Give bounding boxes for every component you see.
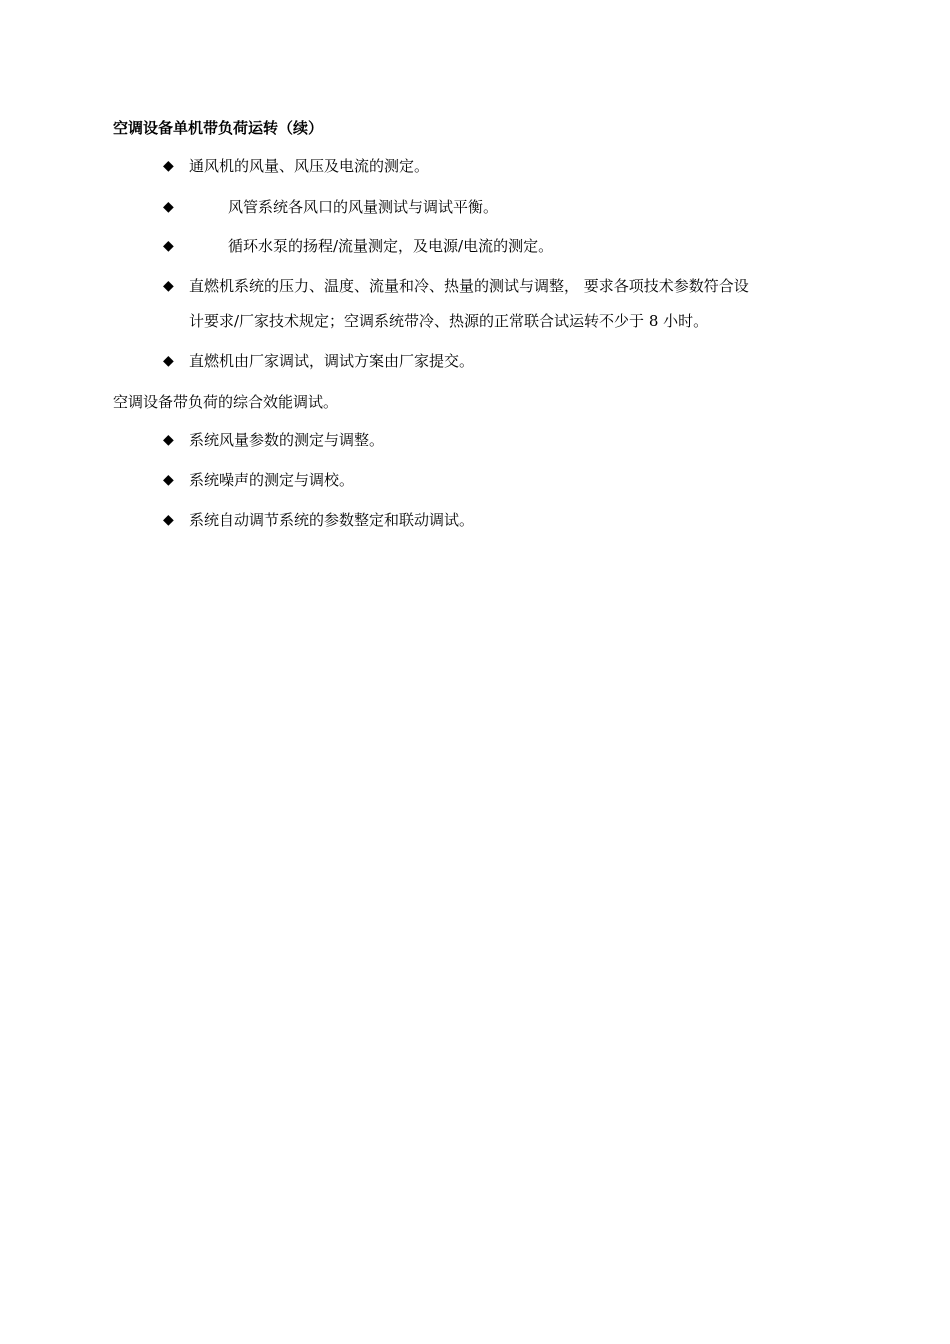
- list-item-text: 直燃机由厂家调试，调试方案由厂家提交。: [189, 352, 475, 370]
- diamond-bullet-icon: ◆: [163, 512, 174, 528]
- diamond-bullet-icon: ◆: [163, 353, 174, 369]
- diamond-bullet-icon: ◆: [163, 238, 174, 254]
- list-item-text: 系统自动调节系统的参数整定和联动调试。: [189, 511, 475, 529]
- list-item-continuation: 计要求/厂家技术规定；空调系统带冷、热源的正常联合试运转不少于 8 小时。: [189, 312, 709, 330]
- list-item-text: 通风机的风量、风压及电流的测定。: [189, 157, 430, 175]
- section-heading: 空调设备单机带负荷运转（续）: [113, 119, 324, 137]
- diamond-bullet-icon: ◆: [163, 158, 174, 174]
- diamond-bullet-icon: ◆: [163, 472, 174, 488]
- section-paragraph: 空调设备带负荷的综合效能调试。: [113, 393, 339, 411]
- diamond-bullet-icon: ◆: [163, 199, 174, 215]
- list-item-text: 系统风量参数的测定与调整。: [189, 431, 385, 449]
- list-item-text: 系统噪声的测定与调校。: [189, 471, 355, 489]
- diamond-bullet-icon: ◆: [163, 432, 174, 448]
- diamond-bullet-icon: ◆: [163, 278, 174, 294]
- list-item-text: 直燃机系统的压力、温度、流量和冷、热量的测试与调整， 要求各项技术参数符合设: [189, 277, 749, 295]
- list-item-text: 风管系统各风口的风量测试与调试平衡。: [228, 198, 499, 216]
- list-item-text: 循环水泵的扬程/流量测定，及电源/电流的测定。: [228, 237, 554, 255]
